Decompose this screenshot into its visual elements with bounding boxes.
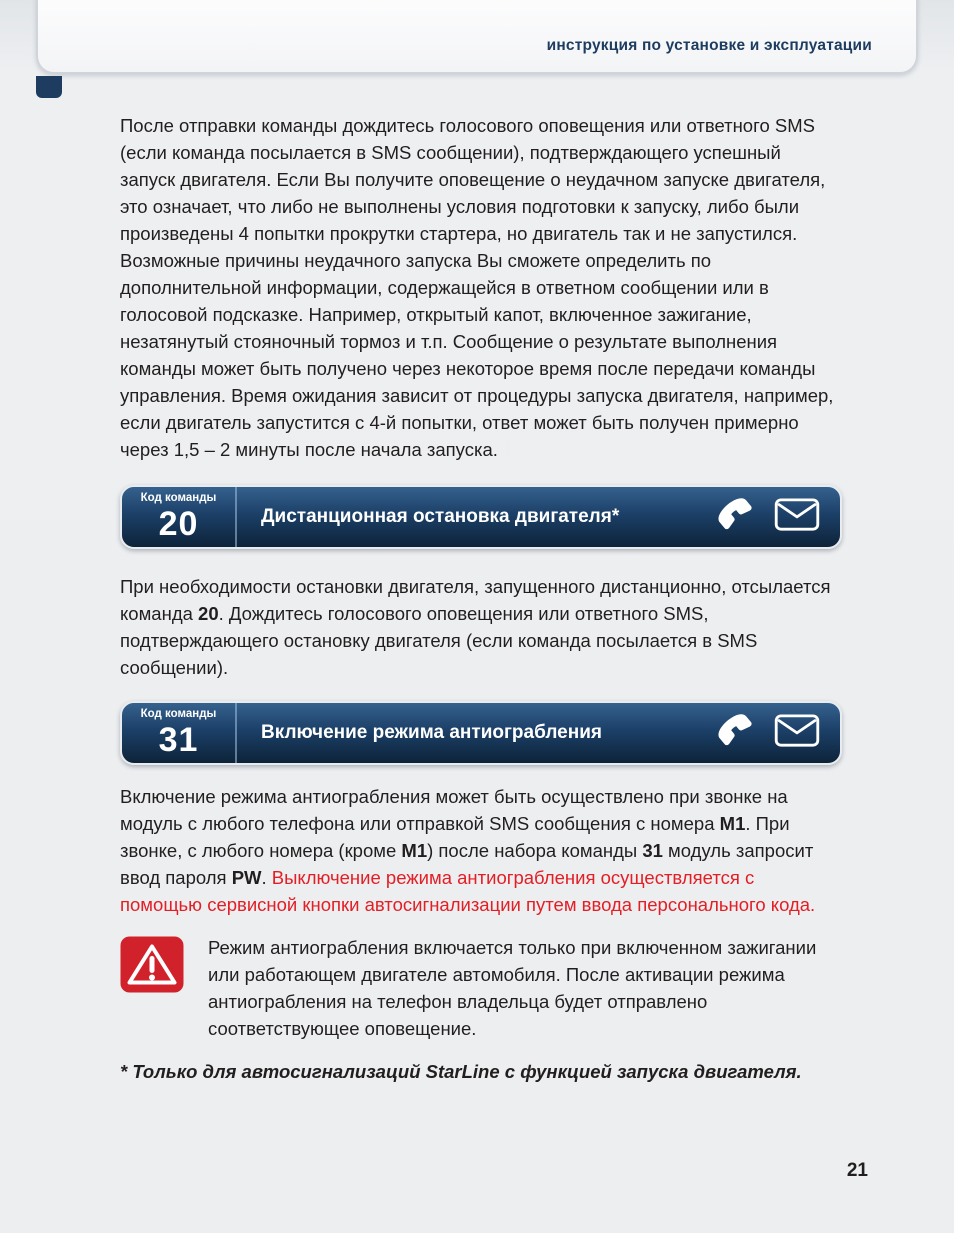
banner-icons [715,494,840,541]
m1-ref: М1 [719,813,746,834]
command-code-label: Код команды [140,492,217,505]
m1-ref: М1 [401,840,428,861]
stop-engine-paragraph [120,573,838,681]
text-segment: При необходимости остановки двигателя, запущенного дистанционно, отсылается команда [120,576,831,624]
header-title: инструкция по установке и эксплуатации [546,37,872,54]
text-segment: ) после набора команды [427,840,643,861]
command-code-label: Код команды [140,708,217,721]
envelope-icon [774,714,820,753]
pw-ref: PW [231,867,262,888]
command-code-section [122,703,235,763]
text-segment: . Дождитесь голосового оповещения или ответного SMS, подтверждающего остановку двигателя (если команда посылается в SMS сообщении). [120,603,758,678]
warning-block [120,934,842,1042]
command-banner-title: Дистанционная остановка двигателя* [261,505,620,527]
banner-divider [235,703,237,763]
command-code-number: 31 [158,720,199,759]
page-number: 21 [846,1160,868,1181]
text-segment: . [261,867,272,888]
command-code-section [122,487,235,547]
envelope-icon [774,498,820,537]
antirobbery-paragraph [120,783,838,918]
footnote: * Только для автосигнализаций StarLine с функцией запуска двигателя. [120,1061,802,1082]
text-segment: . При звонке, с любого номера (кроме [120,813,790,861]
warning-red-text: Выключение режима антиограбления осуществляется с помощью сервисной кнопки автосигнализации путем ввода персонального кода. [120,867,816,915]
phone-icon [715,494,757,541]
warning-paragraph: Режим антиограбления включается только при включенном зажигании или работающем двигателе автомобиля. После активации режима антиограбления на телефон владельца будет отправлено соответствующее оповещение. [208,937,817,1039]
text-segment: Включение режима антиограбления может быть осуществлено при звонке на модуль с любого телефона или отправкой SMS сообщения с номера [120,786,788,834]
warning-triangle-icon [120,934,184,1042]
page-content [120,112,842,1085]
banner-divider [235,487,237,547]
header-tab-decoration [36,76,62,98]
command-banner-31 [120,701,842,765]
command-code-number: 20 [158,504,199,543]
phone-icon [715,710,757,757]
banner-icons [715,710,840,757]
command-banner-title: Включение режима антиограбления [261,721,602,743]
command-20-ref: 20 [198,603,219,624]
command-31-ref: 31 [642,840,663,861]
page-header [36,0,918,74]
text-segment: модуль запросит ввод пароля [120,840,814,888]
intro-paragraph: После отправки команды дождитесь голосового оповещения или ответного SMS (если команда посылается в SMS сообщении), подтверждающего успешный запуск двигателя. Если Вы получите оповещение о неудачном запуске двигателя, это означает, что либо не выполнены условия подготовки к запуску, либо были произведены 4 попытки прокрутки стартера, но двигатель так и не запустился. Возможные причины неудачного запуска Вы сможете определить по дополнительной информации, содержащейся в ответном сообщении или в голосовой подсказке. Например, открытый капот, включенное зажигание, незатянутый стояночный тормоз и т.п. Сообщение о результате выполнения команды может быть получено через некоторое время после передачи команды управления. Время ожидания зависит от процедуры запуска двигателя, например, если двигатель запустится с 4-й попытки, ответ может быть получен примерно через 1,5 – 2 минуты после начала запуска. [120,115,834,460]
command-banner-20 [120,485,842,549]
